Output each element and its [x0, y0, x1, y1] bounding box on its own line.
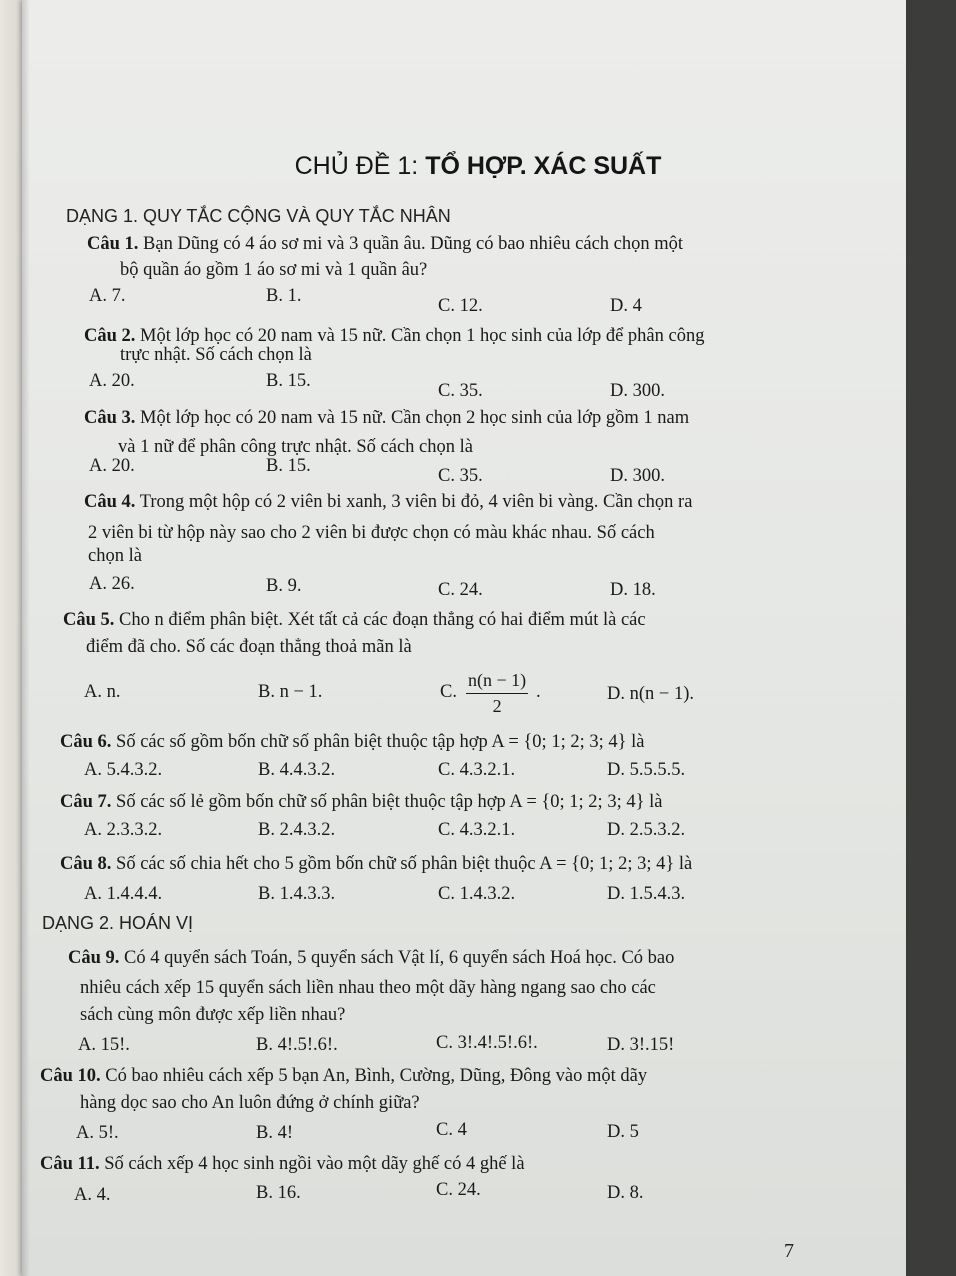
question-4-line2: 2 viên bi từ hộp này sao cho 2 viên bi được chọn có màu khác nhau. Số cách — [88, 523, 655, 543]
q5-option-a: A. n. — [84, 682, 121, 702]
q4-option-c: C. 24. — [438, 580, 483, 600]
question-6: Câu 6. Số các số gồm bốn chữ số phân biệt thuộc tập hợp A = {0; 1; 2; 3; 4} là — [60, 732, 645, 752]
q4-option-b: B. 9. — [266, 576, 302, 596]
q9-option-b: B. 4!.5!.6!. — [256, 1035, 338, 1055]
q5-option-c-label: C. — [440, 682, 457, 702]
q7-option-a: A. 2.3.3.2. — [84, 820, 163, 840]
question-11: Câu 11. Số cách xếp 4 học sinh ngồi vào một dãy ghế có 4 ghế là — [40, 1154, 525, 1174]
question-10: Câu 10. Có bao nhiêu cách xếp 5 bạn An, Bình, Cường, Dũng, Đông vào một dãy — [40, 1066, 648, 1086]
question-5: Câu 5. Cho n điểm phân biệt. Xét tất cả các đoạn thẳng có hai điểm mút là các — [63, 610, 646, 630]
q8-option-a: A. 1.4.4.4. — [84, 884, 163, 904]
question-1: Câu 1. Bạn Dũng có 4 áo sơ mi và 3 quần âu. Dũng có bao nhiêu cách chọn một — [87, 234, 684, 254]
q2-option-c: C. 35. — [438, 381, 483, 401]
q1-option-b: B. 1. — [266, 286, 302, 306]
q1-option-c: C. 12. — [438, 296, 483, 316]
q3-option-a: A. 20. — [89, 456, 135, 476]
q7-option-d: D. 2.5.3.2. — [607, 820, 686, 840]
chapter-title: CHỦ ĐỀ 1: TỔ HỢP. XÁC SUẤT — [294, 152, 662, 180]
question-3: Câu 3. Một lớp học có 20 nam và 15 nữ. Cần chọn 2 học sinh của lớp gồm 1 nam — [84, 408, 690, 428]
q6-option-c: C. 4.3.2.1. — [438, 760, 516, 780]
q10-option-b: B. 4! — [256, 1123, 293, 1143]
page-gutter-shadow — [22, 0, 30, 1276]
q8-option-b: B. 1.4.3.3. — [258, 884, 336, 904]
q5-option-c-fraction: $\frac{n(n - 1)}{2}$ — [468, 670, 527, 716]
q2-option-a: A. 20. — [89, 371, 135, 391]
question-4-line3: chọn là — [88, 546, 142, 566]
q9-option-a: A. 15!. — [78, 1035, 130, 1055]
q5-option-d: D. n(n − 1). — [607, 684, 694, 704]
q2-option-d: D. 300. — [610, 381, 665, 401]
q7-option-b: B. 2.4.3.2. — [258, 820, 336, 840]
q5-option-c-dot: . — [536, 682, 541, 702]
question-1-line2: bộ quần áo gồm 1 áo sơ mi và 1 quần âu? — [120, 260, 428, 280]
q6-option-b: B. 4.4.3.2. — [258, 760, 336, 780]
question-10-line2: hàng dọc sao cho An luôn đứng ở chính giữa? — [80, 1093, 420, 1113]
q11-option-a: A. 4. — [74, 1185, 111, 1205]
question-2: Câu 2. Một lớp học có 20 nam và 15 nữ. Cần chọn 1 học sinh của lớp để phân công — [84, 326, 705, 346]
q6-option-a: A. 5.4.3.2. — [84, 760, 163, 780]
q1-option-d: D. 4 — [610, 296, 642, 316]
q11-option-c: C. 24. — [436, 1180, 481, 1200]
question-4: Câu 4. Trong một hộp có 2 viên bi xanh, 3 viên bi đỏ, 4 viên bi vàng. Cần chọn ra — [84, 492, 693, 512]
question-9-line3: sách cùng môn được xếp liền nhau? — [80, 1005, 346, 1025]
q4-option-a: A. 26. — [89, 574, 135, 594]
question-8: Câu 8. Số các số chia hết cho 5 gồm bốn chữ số phân biệt thuộc A = {0; 1; 2; 3; 4} là — [60, 854, 693, 874]
q7-option-c: C. 4.3.2.1. — [438, 820, 516, 840]
q8-option-d: D. 1.5.4.3. — [607, 884, 686, 904]
q1-option-a: A. 7. — [89, 286, 126, 306]
q2-option-b: B. 15. — [266, 371, 311, 391]
question-9: Câu 9. Có 4 quyển sách Toán, 5 quyển sách Vật lí, 6 quyển sách Hoá học. Có bao — [68, 948, 675, 968]
q3-option-c: C. 35. — [438, 466, 483, 486]
question-2-line2: trực nhật. Số cách chọn là — [120, 345, 312, 365]
question-7: Câu 7. Số các số lẻ gồm bốn chữ số phân biệt thuộc tập hợp A = {0; 1; 2; 3; 4} là — [60, 792, 663, 812]
q4-option-d: D. 18. — [610, 580, 656, 600]
q10-option-d: D. 5 — [607, 1122, 639, 1142]
q11-option-b: B. 16. — [256, 1183, 301, 1203]
q9-option-d: D. 3!.15! — [607, 1035, 675, 1055]
section-heading-1: DẠNG 1. QUY TẮC CỘNG VÀ QUY TẮC NHÂN — [66, 206, 451, 226]
question-3-line2: và 1 nữ để phân công trực nhật. Số cách chọn là — [118, 437, 473, 457]
q5-option-b: B. n − 1. — [258, 682, 323, 702]
question-5-line2: điểm đã cho. Số các đoạn thẳng thoả mãn là — [86, 637, 412, 657]
q8-option-c: C. 1.4.3.2. — [438, 884, 516, 904]
q3-option-d: D. 300. — [610, 466, 665, 486]
page-number: 7 — [784, 1240, 794, 1262]
q10-option-a: A. 5!. — [76, 1123, 119, 1143]
q3-option-b: B. 15. — [266, 456, 311, 476]
question-9-line2: nhiêu cách xếp 15 quyển sách liền nhau theo một dãy hàng ngang sao cho các — [80, 978, 656, 998]
q9-option-c: C. 3!.4!.5!.6!. — [436, 1033, 538, 1053]
section-heading-2: DẠNG 2. HOÁN VỊ — [42, 913, 194, 933]
q10-option-c: C. 4 — [436, 1120, 467, 1140]
q11-option-d: D. 8. — [607, 1183, 644, 1203]
q6-option-d: D. 5.5.5.5. — [607, 760, 686, 780]
